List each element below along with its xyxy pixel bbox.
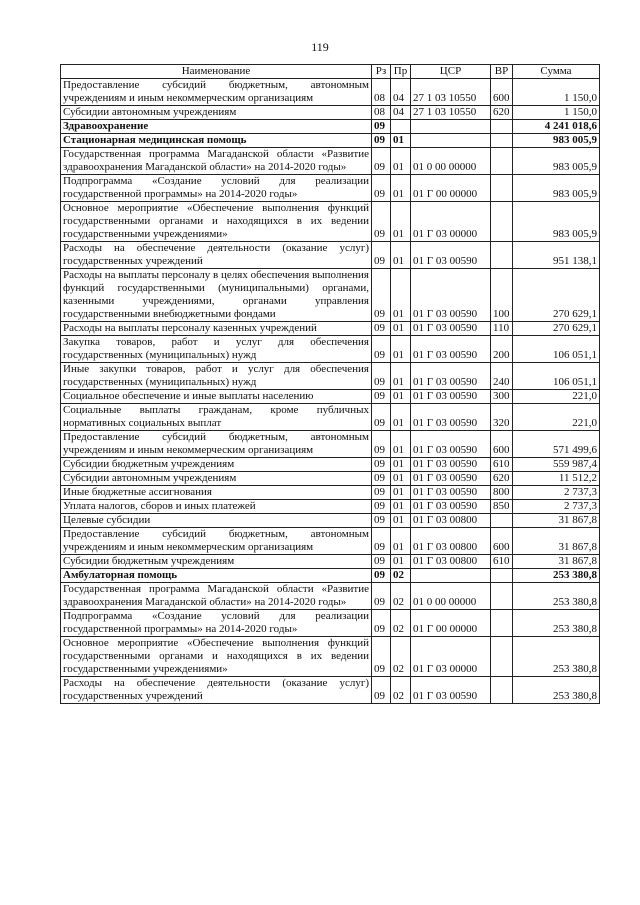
- cell-name: Иные закупки товаров, работ и услуг для обеспечения государственных (муниципальных) нужд: [61, 363, 372, 390]
- header-sum: Сумма: [513, 65, 600, 79]
- cell-rz: 09: [372, 528, 391, 555]
- table-row: [61, 134, 600, 148]
- table-row: [61, 555, 600, 569]
- cell-vr: [491, 569, 513, 583]
- table-row: [61, 363, 600, 390]
- cell-pr: 01: [391, 390, 411, 404]
- cell-vr: 620: [491, 472, 513, 486]
- cell-name: Уплата налогов, сборов и иных платежей: [61, 500, 372, 514]
- cell-name: Предоставление субсидий бюджетным, автономным учреждениям и иным некоммерческим организациям: [61, 431, 372, 458]
- cell-vr: 600: [491, 79, 513, 106]
- cell-rz: 09: [372, 472, 391, 486]
- cell-name: Государственная программа Магаданской области «Развитие здравоохранения Магаданской области» на 2014-2020 годы»: [61, 148, 372, 175]
- cell-vr: 300: [491, 390, 513, 404]
- cell-rz: 09: [372, 148, 391, 175]
- cell-sum: 571 499,6: [513, 431, 600, 458]
- cell-csr: 01 Г 03 00590: [411, 336, 491, 363]
- cell-sum: 4 241 018,6: [513, 120, 600, 134]
- header-name: Наименование: [61, 65, 372, 79]
- cell-sum: 983 005,9: [513, 134, 600, 148]
- cell-pr: 01: [391, 363, 411, 390]
- cell-pr: [391, 120, 411, 134]
- cell-rz: 09: [372, 555, 391, 569]
- cell-csr: 01 Г 03 00590: [411, 390, 491, 404]
- cell-vr: [491, 637, 513, 677]
- cell-rz: 09: [372, 175, 391, 202]
- table-row: [61, 431, 600, 458]
- cell-csr: 01 Г 03 00590: [411, 458, 491, 472]
- cell-rz: 09: [372, 677, 391, 704]
- cell-sum: 2 737,3: [513, 486, 600, 500]
- cell-pr: 01: [391, 458, 411, 472]
- cell-sum: 11 512,2: [513, 472, 600, 486]
- cell-sum: 221,0: [513, 404, 600, 431]
- cell-pr: 01: [391, 500, 411, 514]
- cell-pr: 01: [391, 148, 411, 175]
- cell-vr: [491, 175, 513, 202]
- cell-sum: 253 380,8: [513, 569, 600, 583]
- cell-pr: 01: [391, 202, 411, 242]
- cell-sum: 31 867,8: [513, 528, 600, 555]
- cell-pr: 01: [391, 514, 411, 528]
- cell-csr: 01 Г 03 00800: [411, 528, 491, 555]
- cell-csr: 01 Г 03 00000: [411, 637, 491, 677]
- cell-rz: 09: [372, 637, 391, 677]
- cell-name: Подпрограмма «Создание условий для реализации государственной программы» на 2014-2020 годы»: [61, 610, 372, 637]
- cell-name: Субсидии бюджетным учреждениям: [61, 458, 372, 472]
- cell-csr: 27 1 03 10550: [411, 106, 491, 120]
- cell-name: Расходы на выплаты персоналу в целях обеспечения выполнения функций государственными (муниципальными) органами, казенными учреждениями, органами управления государственными внебюджетными фондами: [61, 269, 372, 322]
- cell-name: Расходы на обеспечение деятельности (оказание услуг) государственных учреждений: [61, 242, 372, 269]
- cell-csr: 01 Г 03 00590: [411, 500, 491, 514]
- cell-rz: 09: [372, 569, 391, 583]
- cell-csr: 01 Г 00 00000: [411, 175, 491, 202]
- cell-rz: 08: [372, 79, 391, 106]
- cell-pr: 02: [391, 610, 411, 637]
- cell-rz: 09: [372, 363, 391, 390]
- cell-pr: 01: [391, 336, 411, 363]
- cell-csr: 01 0 00 00000: [411, 148, 491, 175]
- cell-csr: 01 Г 03 00590: [411, 404, 491, 431]
- cell-sum: 983 005,9: [513, 175, 600, 202]
- cell-csr: 01 Г 03 00800: [411, 555, 491, 569]
- cell-pr: 02: [391, 677, 411, 704]
- cell-rz: 09: [372, 500, 391, 514]
- header-pr: Пр: [391, 65, 411, 79]
- table-row: [61, 79, 600, 106]
- cell-pr: 01: [391, 472, 411, 486]
- cell-name: Субсидии автономным учреждениям: [61, 472, 372, 486]
- cell-vr: [491, 514, 513, 528]
- cell-name: Расходы на обеспечение деятельности (оказание услуг) государственных учреждений: [61, 677, 372, 704]
- cell-csr: 01 Г 03 00590: [411, 486, 491, 500]
- cell-vr: 320: [491, 404, 513, 431]
- cell-name: Закупка товаров, работ и услуг для обеспечения государственных (муниципальных) нужд: [61, 336, 372, 363]
- cell-vr: 800: [491, 486, 513, 500]
- cell-rz: 09: [372, 486, 391, 500]
- table-row: [61, 202, 600, 242]
- cell-pr: 01: [391, 322, 411, 336]
- cell-sum: 253 380,8: [513, 583, 600, 610]
- cell-vr: 240: [491, 363, 513, 390]
- page-number: 119: [311, 40, 329, 54]
- cell-pr: 01: [391, 242, 411, 269]
- cell-csr: 01 Г 03 00590: [411, 363, 491, 390]
- table-body: [61, 79, 600, 704]
- table-row: [61, 637, 600, 677]
- cell-name: Субсидии автономным учреждениям: [61, 106, 372, 120]
- cell-pr: 01: [391, 269, 411, 322]
- cell-pr: 04: [391, 106, 411, 120]
- cell-vr: 610: [491, 555, 513, 569]
- cell-rz: 09: [372, 322, 391, 336]
- table-row: [61, 120, 600, 134]
- table-row: [61, 106, 600, 120]
- cell-pr: 01: [391, 134, 411, 148]
- cell-sum: 983 005,9: [513, 148, 600, 175]
- table-row: [61, 569, 600, 583]
- cell-csr: 01 0 00 00000: [411, 583, 491, 610]
- cell-sum: 31 867,8: [513, 555, 600, 569]
- table-row: [61, 583, 600, 610]
- cell-rz: 09: [372, 514, 391, 528]
- cell-sum: 253 380,8: [513, 677, 600, 704]
- cell-vr: 600: [491, 528, 513, 555]
- cell-vr: [491, 134, 513, 148]
- cell-sum: 270 629,1: [513, 269, 600, 322]
- cell-vr: [491, 610, 513, 637]
- cell-vr: [491, 583, 513, 610]
- table-row: [61, 242, 600, 269]
- cell-csr: 01 Г 03 00590: [411, 269, 491, 322]
- cell-pr: 04: [391, 79, 411, 106]
- cell-csr: 01 Г 03 00800: [411, 514, 491, 528]
- cell-csr: 01 Г 00 00000: [411, 610, 491, 637]
- cell-name: Предоставление субсидий бюджетным, автономным учреждениям и иным некоммерческим организациям: [61, 528, 372, 555]
- cell-name: Амбулаторная помощь: [61, 569, 372, 583]
- cell-sum: 983 005,9: [513, 202, 600, 242]
- cell-csr: 01 Г 03 00590: [411, 472, 491, 486]
- cell-vr: 200: [491, 336, 513, 363]
- cell-sum: 106 051,1: [513, 363, 600, 390]
- cell-rz: 09: [372, 583, 391, 610]
- cell-rz: 09: [372, 390, 391, 404]
- cell-csr: 01 Г 03 00590: [411, 431, 491, 458]
- cell-name: Здравоохранение: [61, 120, 372, 134]
- cell-csr: [411, 569, 491, 583]
- cell-sum: 1 150,0: [513, 106, 600, 120]
- table-row: [61, 486, 600, 500]
- cell-pr: 02: [391, 637, 411, 677]
- cell-csr: 01 Г 03 00000: [411, 202, 491, 242]
- cell-vr: 620: [491, 106, 513, 120]
- cell-rz: 09: [372, 336, 391, 363]
- table-row: [61, 322, 600, 336]
- table-row: [61, 148, 600, 175]
- cell-name: Государственная программа Магаданской области «Развитие здравоохранения Магаданской области» на 2014-2020 годы»: [61, 583, 372, 610]
- table-row: [61, 404, 600, 431]
- cell-pr: 01: [391, 404, 411, 431]
- table-row: [61, 528, 600, 555]
- cell-rz: 09: [372, 134, 391, 148]
- table-row: [61, 269, 600, 322]
- cell-sum: 951 138,1: [513, 242, 600, 269]
- cell-name: Целевые субсидии: [61, 514, 372, 528]
- cell-pr: 01: [391, 555, 411, 569]
- cell-vr: [491, 242, 513, 269]
- table-row: [61, 458, 600, 472]
- cell-sum: 106 051,1: [513, 336, 600, 363]
- cell-sum: 31 867,8: [513, 514, 600, 528]
- cell-name: Расходы на выплаты персоналу казенных учреждений: [61, 322, 372, 336]
- cell-name: Предоставление субсидий бюджетным, автономным учреждениям и иным некоммерческим организациям: [61, 79, 372, 106]
- cell-vr: 100: [491, 269, 513, 322]
- cell-vr: 600: [491, 431, 513, 458]
- cell-vr: [491, 120, 513, 134]
- cell-csr: [411, 120, 491, 134]
- table-row: [61, 677, 600, 704]
- table-row: [61, 175, 600, 202]
- header-csr: ЦСР: [411, 65, 491, 79]
- table-row: [61, 514, 600, 528]
- cell-rz: 09: [372, 458, 391, 472]
- cell-csr: [411, 134, 491, 148]
- cell-pr: 01: [391, 486, 411, 500]
- table-row: [61, 500, 600, 514]
- cell-rz: 08: [372, 106, 391, 120]
- cell-name: Социальные выплаты гражданам, кроме публичных нормативных социальных выплат: [61, 404, 372, 431]
- cell-csr: 01 Г 03 00590: [411, 677, 491, 704]
- cell-sum: 559 987,4: [513, 458, 600, 472]
- cell-name: Стационарная медицинская помощь: [61, 134, 372, 148]
- cell-pr: 01: [391, 528, 411, 555]
- cell-rz: 09: [372, 610, 391, 637]
- header-rz: Рз: [372, 65, 391, 79]
- cell-sum: 2 737,3: [513, 500, 600, 514]
- cell-sum: 221,0: [513, 390, 600, 404]
- header-vr: ВР: [491, 65, 513, 79]
- cell-rz: 09: [372, 431, 391, 458]
- cell-rz: 09: [372, 242, 391, 269]
- cell-csr: 27 1 03 10550: [411, 79, 491, 106]
- cell-vr: 610: [491, 458, 513, 472]
- cell-sum: 1 150,0: [513, 79, 600, 106]
- cell-pr: 02: [391, 583, 411, 610]
- cell-sum: 253 380,8: [513, 637, 600, 677]
- cell-name: Социальное обеспечение и иные выплаты населению: [61, 390, 372, 404]
- cell-pr: 02: [391, 569, 411, 583]
- cell-name: Основное мероприятие «Обеспечение выполнения функций государственными органами и находящихся в их ведении государственными учреждениями»: [61, 637, 372, 677]
- cell-pr: 01: [391, 431, 411, 458]
- cell-vr: 850: [491, 500, 513, 514]
- budget-table: [60, 64, 600, 704]
- cell-rz: 09: [372, 120, 391, 134]
- cell-name: Основное мероприятие «Обеспечение выполнения функций государственными органами и находящихся в их ведении государственными учреждениями»: [61, 202, 372, 242]
- cell-sum: 270 629,1: [513, 322, 600, 336]
- cell-csr: 01 Г 03 00590: [411, 322, 491, 336]
- table-row: [61, 390, 600, 404]
- cell-vr: [491, 677, 513, 704]
- table-header-row: [61, 65, 600, 79]
- cell-rz: 09: [372, 404, 391, 431]
- cell-csr: 01 Г 03 00590: [411, 242, 491, 269]
- cell-vr: 110: [491, 322, 513, 336]
- cell-pr: 01: [391, 175, 411, 202]
- cell-sum: 253 380,8: [513, 610, 600, 637]
- cell-rz: 09: [372, 202, 391, 242]
- cell-name: Подпрограмма «Создание условий для реализации государственной программы» на 2014-2020 годы»: [61, 175, 372, 202]
- cell-vr: [491, 202, 513, 242]
- table-row: [61, 610, 600, 637]
- cell-vr: [491, 148, 513, 175]
- table-row: [61, 336, 600, 363]
- cell-rz: 09: [372, 269, 391, 322]
- table-row: [61, 472, 600, 486]
- cell-name: Субсидии бюджетным учреждениям: [61, 555, 372, 569]
- cell-name: Иные бюджетные ассигнования: [61, 486, 372, 500]
